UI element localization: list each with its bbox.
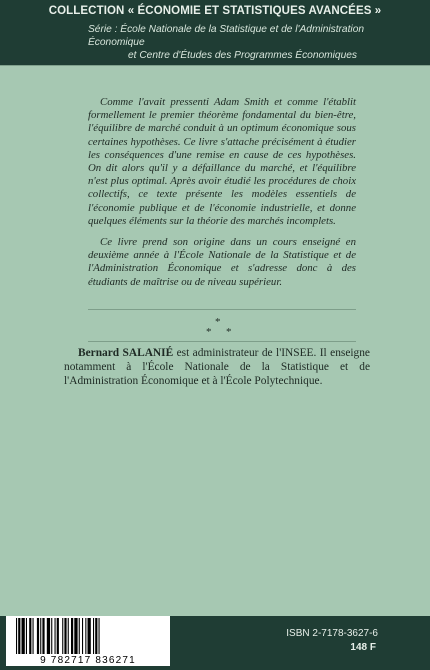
separator-line bbox=[88, 341, 356, 342]
author-name: Bernard SALANIÉ bbox=[78, 347, 174, 359]
series-line-1: Série : École Nationale de la Statistique et de l'Administration Économique bbox=[88, 24, 365, 48]
isbn-label: ISBN 2-7178-3627-6 bbox=[286, 628, 378, 639]
description-paragraph-2: Ce livre prend son origine dans un cours enseigné en deuxième année à l'École Nationale de la Statistique et de l'Administration Économique et s'adresse donc à des étudiants de maîtrise ou de niveau supérieur. bbox=[88, 236, 356, 288]
collection-title: COLLECTION « ÉCONOMIE ET STATISTIQUES AVANCÉES » bbox=[48, 5, 382, 17]
ornament-star: * bbox=[215, 316, 221, 328]
series-subtitle bbox=[88, 23, 408, 62]
ornament-star: * bbox=[226, 326, 232, 338]
price-label: 148 F bbox=[350, 642, 376, 653]
author-bio bbox=[64, 346, 370, 388]
series-line-2: et Centre d'Études des Programmes Économiques bbox=[128, 50, 358, 61]
separator-line bbox=[88, 309, 356, 310]
barcode-digits: 9 782717 836271 bbox=[40, 655, 136, 666]
description-paragraph-1: Comme l'avait pressenti Adam Smith et comme l'établit formellement le premier théorème fondamental du bien-être, l'équilibre de marché conduit à un optimum économique sous certaines hypothèses. Ce livre s'attache précisément à étudier les conséquences d'une remise en cause de ces hypothèses. On dit alors qu'il y a défaillance du marché, et l'équilibre n'est plus optimal. Après avoir étudié les procédures de choix collectifs, ce texte présente les modèles essentiels de l'économie publique et de l'économie industrielle, et donne quelques éléments sur la théorie des marchés incomplets. bbox=[88, 96, 356, 227]
ornament-star: * bbox=[206, 326, 212, 338]
author-bio-text: est administrateur de l'INSEE. Il enseigne notamment à l'École Nationale de la Statistique et de l'Administration Économique et à l'École Polytechnique. bbox=[64, 347, 370, 387]
barcode-icon bbox=[14, 618, 164, 654]
